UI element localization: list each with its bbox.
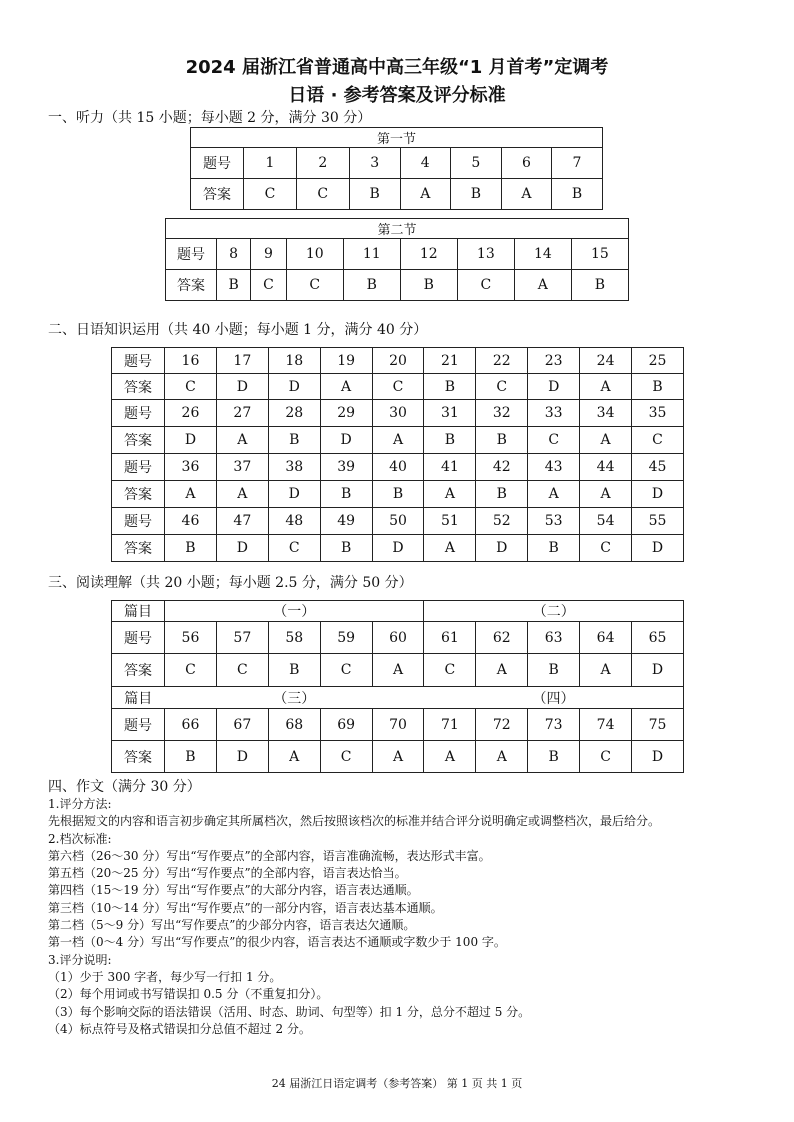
table-cell: 16 (165, 348, 217, 374)
table-cell: A (476, 654, 528, 687)
table-cell: 5 (450, 148, 501, 179)
criteria-line: 先根据短文的内容和语言初步确定其所属档次，然后按照该档次的标准并结合评分说明确定或调整档次，最后给分。 (48, 814, 661, 829)
table-cell: 64 (580, 622, 632, 654)
table-cell: A (372, 741, 424, 773)
table-cell: 35 (632, 400, 684, 427)
table-cell: 9 (251, 239, 287, 270)
table-cell: 67 (216, 709, 268, 741)
table-cell: C (580, 741, 632, 773)
section-heading-listening: 一、听力（共 15 小题；每小题 2 分，满分 30 分） (48, 110, 372, 126)
table-cell: 18 (268, 348, 320, 374)
section-heading-knowledge: 二、日语知识运用（共 40 小题；每小题 1 分，满分 40 分） (48, 322, 428, 338)
table-cell: C (251, 270, 287, 301)
table-cell: 42 (476, 454, 528, 481)
row-label: 题号 (112, 709, 165, 741)
row-label: 答案 (112, 535, 165, 562)
criteria-line: 第四档（15～19 分）写出“写作要点”的大部分内容，语言表达通顺。 (48, 883, 419, 898)
table-cell: 29 (320, 400, 372, 427)
row-label: 答案 (112, 427, 165, 454)
table-cell: D (528, 374, 580, 400)
table-cell: A (580, 481, 632, 508)
table-cell: A (400, 179, 450, 210)
table-cell: 57 (216, 622, 268, 654)
table-cell: 73 (528, 709, 580, 741)
table-cell: A (514, 270, 571, 301)
table-cell: B (450, 179, 501, 210)
criteria-line: （4）标点符号及格式错误扣分总值不超过 2 分。 (48, 1021, 311, 1036)
knowledge-table (111, 347, 684, 562)
page-title: 2024 届浙江省普通高中高三年级“1 月首考”定调考 (185, 57, 609, 78)
table-cell: 33 (528, 400, 580, 427)
table-cell: C (424, 654, 476, 687)
row-label: 题号 (112, 622, 165, 654)
row-label: 题号 (112, 454, 165, 481)
table-cell: 1 (244, 148, 297, 179)
table-cell: 20 (372, 348, 424, 374)
table-cell: 21 (424, 348, 476, 374)
table-cell: 56 (165, 622, 217, 654)
table-cell: C (216, 654, 268, 687)
table-cell: 74 (580, 709, 632, 741)
table-cell: 69 (320, 709, 372, 741)
table-cell: 13 (457, 239, 514, 270)
table-cell: 58 (268, 622, 320, 654)
table-cell: B (165, 535, 217, 562)
table-cell: C (528, 427, 580, 454)
criteria-line: 3.评分说明: (48, 952, 112, 967)
passage-label: （一） (165, 601, 424, 622)
table-cell: C (268, 535, 320, 562)
table-cell: B (343, 270, 400, 301)
table-cell: 6 (501, 148, 551, 179)
table-cell: B (424, 374, 476, 400)
table-cell: B (632, 374, 684, 400)
table-cell: D (476, 535, 528, 562)
criteria-line: 第六档（26～30 分）写出“写作要点”的全部内容，语言准确流畅，表达形式丰富。 (48, 848, 491, 863)
table-cell: 55 (632, 508, 684, 535)
table-cell: C (296, 179, 349, 210)
criteria-line: 第二档（5～9 分）写出“写作要点”的少部分内容，语言表达欠通顺。 (48, 918, 416, 933)
reading-table (111, 600, 684, 773)
table-cell: D (216, 741, 268, 773)
table-cell: B (320, 481, 372, 508)
table-cell: D (632, 481, 684, 508)
table-cell: A (372, 427, 424, 454)
table-cell: 71 (424, 709, 476, 741)
criteria-line: 第五档（20～25 分）写出“写作要点”的全部内容，语言表达恰当。 (48, 866, 407, 881)
table-cell: B (268, 427, 320, 454)
table-cell: 54 (580, 508, 632, 535)
table-cell: 3 (349, 148, 400, 179)
table-cell: 62 (476, 622, 528, 654)
row-label: 答案 (112, 741, 165, 773)
table-cell: 32 (476, 400, 528, 427)
table-cell: D (320, 427, 372, 454)
table-cell: 11 (343, 239, 400, 270)
table-cell: 38 (268, 454, 320, 481)
table-cell: 70 (372, 709, 424, 741)
table-cell: A (424, 741, 476, 773)
table-cell: B (424, 427, 476, 454)
criteria-line: 2.档次标准: (48, 831, 112, 846)
table-cell: B (165, 741, 217, 773)
table-cell: B (552, 179, 603, 210)
table-cell: C (165, 374, 217, 400)
row-label: 题号 (166, 239, 217, 270)
table-cell: 47 (216, 508, 268, 535)
table-cell: B (571, 270, 628, 301)
table-cell: A (165, 481, 217, 508)
table-cell: C (244, 179, 297, 210)
table-cell: 34 (580, 400, 632, 427)
table-cell: D (372, 535, 424, 562)
table-cell: C (457, 270, 514, 301)
row-label: 答案 (166, 270, 217, 301)
table-cell: 52 (476, 508, 528, 535)
criteria-line: 第三档（10～14 分）写出“写作要点”的一部分内容，语言表达基本通顺。 (48, 900, 443, 915)
table-cell: 23 (528, 348, 580, 374)
row-label: 答案 (112, 374, 165, 400)
page-footer: 24 届浙江日语定调考（参考答案） 第 1 页 共 1 页 (271, 1077, 523, 1090)
table-cell: B (349, 179, 400, 210)
table-cell: 63 (528, 622, 580, 654)
table-cell: A (216, 427, 268, 454)
table-cell: 59 (320, 622, 372, 654)
row-label: 答案 (191, 179, 244, 210)
table-cell: 61 (424, 622, 476, 654)
table-cell: 19 (320, 348, 372, 374)
table-cell: 36 (165, 454, 217, 481)
table-cell: C (320, 741, 372, 773)
table-cell: 75 (632, 709, 684, 741)
table-cell: 37 (216, 454, 268, 481)
table-cell: C (632, 427, 684, 454)
table-cell: D (216, 535, 268, 562)
page-subtitle: 日语 · 参考答案及评分标准 (288, 85, 506, 106)
table-cell: 10 (286, 239, 343, 270)
table-cell: 43 (528, 454, 580, 481)
row-label: 答案 (112, 654, 165, 687)
table-cell: 65 (632, 622, 684, 654)
listening-part1-table (190, 127, 603, 210)
section-heading-reading: 三、阅读理解（共 20 小题；每小题 2.5 分，满分 50 分） (48, 575, 413, 591)
criteria-line: （3）每个影响交际的语法错误（活用、时态、助词、句型等）扣 1 分，总分不超过 5 分。 (48, 1004, 531, 1019)
table-cell: D (268, 481, 320, 508)
table-cell: 14 (514, 239, 571, 270)
table-cell: 72 (476, 709, 528, 741)
table-cell: A (372, 654, 424, 687)
writing-criteria (48, 796, 784, 1038)
table-cell: B (476, 481, 528, 508)
table-cell: B (320, 535, 372, 562)
row-label: 题号 (112, 508, 165, 535)
table-cell: B (476, 427, 528, 454)
table-cell: D (632, 654, 684, 687)
table-cell: B (528, 535, 580, 562)
table-cell: 60 (372, 622, 424, 654)
table-cell: 68 (268, 709, 320, 741)
table-cell: 46 (165, 508, 217, 535)
table-cell: D (165, 427, 217, 454)
table-cell: 28 (268, 400, 320, 427)
row-label: 题号 (112, 348, 165, 374)
passage-label: （三） (165, 687, 424, 709)
table-cell: A (501, 179, 551, 210)
row-label: 答案 (112, 481, 165, 508)
table-cell: 31 (424, 400, 476, 427)
row-label: 篇目 (112, 687, 165, 709)
passage-label: （二） (424, 601, 684, 622)
table-cell: D (216, 374, 268, 400)
table-cell: 48 (268, 508, 320, 535)
criteria-line: （1）少于 300 字者，每少写一行扣 1 分。 (48, 969, 282, 984)
table-cell: 44 (580, 454, 632, 481)
table-cell: B (268, 654, 320, 687)
row-label: 篇目 (112, 601, 165, 622)
table-cell: A (580, 654, 632, 687)
table-cell: 51 (424, 508, 476, 535)
table-cell: 7 (552, 148, 603, 179)
table-cell: C (320, 654, 372, 687)
table-cell: 24 (580, 348, 632, 374)
table-cell: A (580, 374, 632, 400)
table-cell: D (632, 535, 684, 562)
table-cell: D (632, 741, 684, 773)
table-cell: 15 (571, 239, 628, 270)
table-cell: C (580, 535, 632, 562)
criteria-line: 第一档（0～4 分）写出“写作要点”的很少内容，语言表达不通顺或字数少于 100 字。 (48, 935, 506, 950)
table-cell: B (528, 741, 580, 773)
table-cell: B (528, 654, 580, 687)
table-cell: 40 (372, 454, 424, 481)
table-cell: B (400, 270, 457, 301)
table-cell: A (268, 741, 320, 773)
table-cell: 41 (424, 454, 476, 481)
table-cell: C (165, 654, 217, 687)
table-cell: 45 (632, 454, 684, 481)
table-cell: 39 (320, 454, 372, 481)
section-heading-writing: 四、作文（满分 30 分） (48, 779, 201, 795)
table-cell: D (268, 374, 320, 400)
table-cell: 50 (372, 508, 424, 535)
table-cell: 66 (165, 709, 217, 741)
table-cell: A (424, 481, 476, 508)
table-cell: C (286, 270, 343, 301)
passage-label: （四） (424, 687, 684, 709)
table-cell: 2 (296, 148, 349, 179)
table-cell: C (476, 374, 528, 400)
table-cell: B (372, 481, 424, 508)
table-cell: A (528, 481, 580, 508)
table-caption: 第二节 (166, 219, 629, 239)
table-cell: 22 (476, 348, 528, 374)
table-cell: C (372, 374, 424, 400)
table-cell: 30 (372, 400, 424, 427)
table-cell: 17 (216, 348, 268, 374)
listening-part2-table (165, 218, 629, 301)
table-cell: 49 (320, 508, 372, 535)
criteria-line: （2）每个用词或书写错误扣 0.5 分（不重复扣分）。 (48, 987, 329, 1002)
table-cell: 4 (400, 148, 450, 179)
table-caption: 第一节 (191, 128, 603, 148)
table-cell: B (217, 270, 251, 301)
table-cell: A (216, 481, 268, 508)
table-cell: A (580, 427, 632, 454)
table-cell: 26 (165, 400, 217, 427)
table-cell: A (424, 535, 476, 562)
table-cell: 27 (216, 400, 268, 427)
table-cell: A (476, 741, 528, 773)
row-label: 题号 (191, 148, 244, 179)
criteria-line: 1.评分方法: (48, 797, 112, 811)
table-cell: 25 (632, 348, 684, 374)
table-cell: A (320, 374, 372, 400)
table-cell: 12 (400, 239, 457, 270)
table-cell: 53 (528, 508, 580, 535)
table-cell: 8 (217, 239, 251, 270)
row-label: 题号 (112, 400, 165, 427)
